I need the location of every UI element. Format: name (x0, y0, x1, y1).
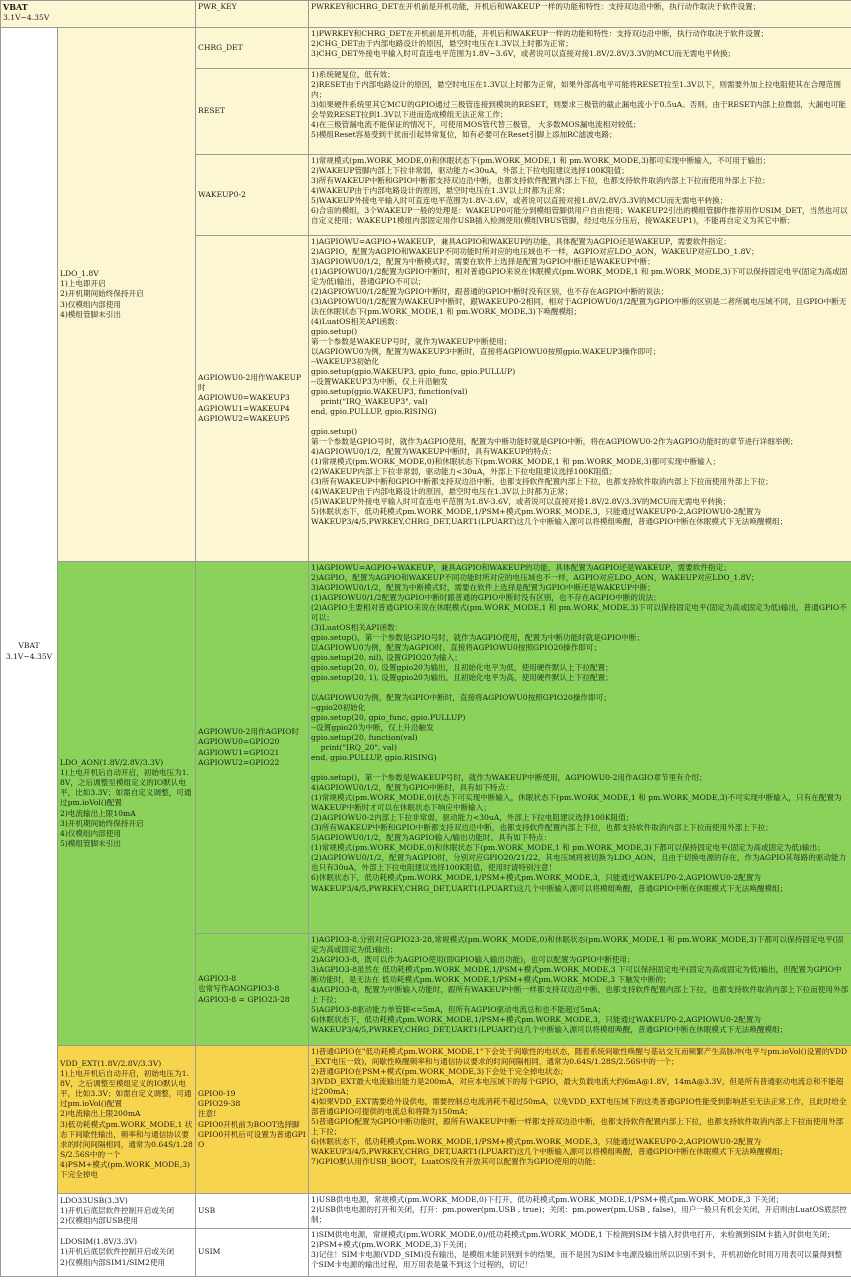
desc-line: 1)常规模式(pm.WORK_MODE,0)和休眠状态下(pm.WORK_MODE,1 和 pm.WORK_MODE,3)都可实现中断输入，不可用于输出； (311, 156, 771, 165)
vdd-ext-cell (58, 1046, 196, 1194)
desc-line: 2)普通GPIO在PSM+模式(pm.WORK_MODE,3)下会处于完全掉电状态； (311, 1067, 568, 1077)
desc-line: 2)AGPIO3-8，既可以作为AGPIO使用(即GPIO输入输出功能)，也可以配置为GPIO中断使用； (311, 955, 635, 965)
desc-line: (1)AGPIOWU0/1/2配置为GPIO中断时，相对普通GPIO来说在休眠模式(pm.WORK_MODE,1 和 pm.WORK_MODE,3)下可以保持固定电平(固定为高或固定为低)输出，普通GPIO不可以； (311, 267, 848, 287)
vdd-ext-note: 1)上电开机后自动开启，初始电压为1.8V，之后调整至模组定义的IO默认电平，比如3.3V；如需自定义调整，可通过pm.ioVol()配置 (60, 1069, 192, 1109)
desc-line: 5)AGPIO3-8驱动能力单管脚<=5mA，但所有AGPIO驱动电流总和也不能超过5mA； (311, 1005, 606, 1015)
code-line (311, 683, 849, 693)
desc-line: 以AGPIOWU0为例，配置为GPIO中断时，直接将AGPIOWU0按照GPIO20操作即可； (311, 693, 611, 703)
desc-line: 2)RESET由于内部电路设计的原因，悬空时电压在1.3V以上时都为正常，如果外部高电平可能将RESET拉至1.3V以下，则需要外加上拉电阻使其在合理范围内； (311, 80, 841, 100)
ldo-aon-title: LDO_AON(1.8V/2.8V/3.3V) (60, 758, 164, 768)
desc-line: (1)常规模式(pm.WORK_MODE,0)和休眠状态下(pm.WORK_MODE,1 和 pm.WORK_MODE,3)下都可以保持固定电平(固定为高或固定为低)输出； (311, 843, 825, 853)
desc-line: 2)WAKEUP管脚内部上下拉非常弱，驱动能力<30uA，外部上下拉电阻建议选择100K阻值； (311, 166, 629, 176)
ldosim-title: LDOSIM(1.8V/3.3V) (60, 1237, 137, 1247)
agpiowu-wakeup-pin: AGPIOWU0-2用作WAKEUP时 AGPIOWU0=WAKEUP3 AGPIOWU1=WAKEUP4 AGPIOWU2=WAKEUP5 (198, 373, 302, 423)
code-line: gpio.setup(gpio.WAKEUP3, gpio_func, gpio.PULLUP) (311, 367, 516, 377)
usim-desc-cell (309, 1229, 851, 1277)
ldo33usb-cell (58, 1194, 196, 1229)
desc-line: WAKEUP3/4/5,PWRKEY,CHRG_DET,UART1(LPUART)这几个中断输入源可以将模组唤醒，普通GPIO中断在休眠模式下无法唤醒模组； (311, 1025, 788, 1035)
ldo18-title: LDO_1.8V (60, 269, 99, 279)
vdd-ext-title: VDD_EXT(1.8V/2.8V/3.3V) (60, 1059, 162, 1069)
vbat-root-range: 3.1V~4.35V (5, 651, 53, 661)
desc-line: (2)AGPIOWU0-2内部上下拉非常弱，驱动能力<30uA，外部上下拉电阻建议选择100K阻值； (311, 813, 634, 823)
desc-line: 6)休眠状态下，低功耗模式pm.WORK_MODE,1/PSM+模式pm.WORK_MODE,3，只能通过WAKEUP0-2,AGPIOWU0-2配置为 (311, 1137, 762, 1147)
reset-desc-cell (309, 69, 851, 155)
desc-line: 4)WAKEUP由于内部电路设计的原因，悬空时电压在1.3V以上时都为正常； (311, 186, 570, 196)
desc-line: 以AGPIOWU0为例，配置为WAKEUP3中断时，直接将AGPIOWU0按照gpio.WAKEUP3操作即可； (311, 347, 661, 357)
code-line: end, gpio.PULLUP, gpio.RISING) (311, 753, 437, 763)
chrgdet-desc-cell (309, 28, 851, 69)
desc-line: 2)PSM+模式(pm.WORK_MODE,3)下关闭； (311, 1240, 472, 1250)
pwrkey-desc: PWRKEY和CHRG_DET在开机前是开机功能，开机后和WAKEUP一样的功能和特性：支持双边沿中断，执行动作取决于软件设置； (311, 2, 761, 11)
desc-line: 3)AGPIO3-8虽然在 低功耗模式pm.WORK_MODE,1/PSM+模式pm.WORK_MODE,3 下可以保持固定电平(固定为高或固定为低)输出，但配置为GPIO中断功能时，是无法在 低功耗模式pm.WORK_MODE,1/PSM+模式pm.WORK_MODE,3 下触发中断的； (311, 965, 842, 985)
desc-line: (1)常规模式(pm.WORK_MODE,0)状态下可实现中断输入，休眠状态下(pm.WORK_MODE,1 和 pm.WORK_MODE,3)不可实现中断输入，只有在配置为WAKEUP中断时才可以在休眠状态下响应中断输入； (311, 793, 842, 813)
desc-line: 4)AGPIOWU0/1/2，配置为WAKEUP中断时，具有WAKEUP的特点： (311, 447, 557, 457)
ldo18-note: 3)仅模组内部使用 (60, 299, 121, 309)
desc-line: 第一个参数是GPIO号时，就作为AGPIO使用，配置为中断功能时就是GPIO中断，将在AGPIOWU0-2作为AGPIO功能时的章节进行详细举例； (311, 437, 798, 447)
desc-line: 1)系统硬复位，低有效； (311, 70, 395, 79)
usb-pin-cell (196, 1194, 309, 1229)
desc-line: 1)AGPIOWU=AGPIO+WAKEUP，兼具AGPIO和WAKEUP的功能，具体配置为AGPIO还是WAKEUP，需要软件指定； (311, 563, 731, 572)
desc-line: (3)LuatOS相关API函数： (311, 623, 403, 633)
desc-line: (4)WAKEUP由于内部电路设计的原因，悬空时电压在1.3V以上时都为正常； (311, 487, 573, 497)
desc-line: 以AGPIOWU0为例，配置为AGPIO时，直接将AGPIOWU0按照GPIO20操作即可； (311, 643, 602, 653)
agpiowu-agpio-pin: AGPIOWU0-2用作AGPIO时 AGPIOWU0=GPIO20 AGPIOWU1=GPIO21 AGPIOWU2=GPIO22 (198, 727, 299, 767)
desc-line: (4)LuatOS相关API函数： (311, 317, 403, 327)
pwrkey-pin-cell (196, 1, 309, 28)
desc-line: 2)AGPIO，配置为AGPIO和WAKEUP不同功能时所对应的电压域也不一样，AGPIO对应LDO_AON，WAKEUP对应LDO_1.8V； (311, 573, 759, 583)
desc-line: 2)USB供电电源的打开和关闭，打开：pm.power(pm.USB , true)；关闭：pm.power(pm.USB , false)，用户一般只有机会关闭，开启则由LuatOS底层控制； (311, 1205, 847, 1225)
desc-line: 7)GPIO默认用作USB_BOOT，LuatOS没有开放其可以配置作为GPIO使用的功能； (311, 1157, 600, 1167)
vdd-ext-note: 2)电流输出上限200mA (60, 1109, 141, 1119)
usim-pin-cell (196, 1229, 309, 1277)
pwrkey-desc-cell (309, 1, 851, 28)
gpio-desc-cell (309, 1046, 851, 1194)
agpiowu-agpio-desc-cell (309, 562, 851, 934)
vdd-ext-note: 3)低功耗模式pm.WORK_MODE,1 状态下间歇性输出，频率和与通信协议要求的时间间隔相同，通常为0.64S/1.28S/2.56S中的一个 (60, 1119, 193, 1159)
code-line: gpio.setup(20, 1), 设置gpio20为输出，且初始化电平为高，使用硬件默认上下拉配置； (311, 673, 613, 683)
gpio-pin-cell (196, 1046, 309, 1194)
desc-line: 1)AGPIOWU=AGPIO+WAKEUP，兼具AGPIO和WAKEUP的功能，具体配置为AGPIO还是WAKEUP，需要软件指定； (311, 237, 731, 246)
agpio38-desc-cell (309, 934, 851, 1046)
wakeup02-pin: WAKEUP0-2 (198, 189, 246, 199)
desc-line: 3)记住！SIM卡电源(VDD_SIM)没有输出，是模组未能识别到卡的结果，而不是因为SIM卡电源没输出所以识别不到卡，开机初始化时用万用表可以量得到整个SIM卡电源的输出过程，用万用表是量不到这个过程的，切记！ (311, 1250, 843, 1270)
ldo-aon-note: 3)开机期间始终保持开启 (60, 818, 144, 828)
vbat-top-label: VBAT (3, 2, 28, 12)
desc-line: 4)AGPIOWU0/1/2，配置为GPIO中断时，具有如下特点： (311, 783, 513, 793)
vbat-root-label: VBAT (18, 641, 40, 651)
ldo18-note: 2)开机期间始终保持开启 (60, 289, 144, 299)
desc-line: gpio.setup()，第一个参数是WAKEUP号时，就作为WAKEUP中断使用，AGPIOWU0-2用作AGIO章节里有介绍； (311, 773, 707, 783)
code-line (311, 763, 849, 773)
usb-desc-cell (309, 1194, 851, 1229)
ldo-aon-note: 4)仅模组内部使用 (60, 828, 121, 838)
ldosim-note: 1)开机后底层软件控制开启或关闭 (60, 1247, 175, 1257)
vbat-top-cell (1, 1, 196, 28)
desc-line: 3)AGPIOWU0/1/2，配置为中断模式时，需要在软件上选择是配置为GPIO中断还是WAKEUP中断； (311, 583, 655, 593)
desc-line: 2)CHG_DET由于内部电路设计的原因，悬空时电压在1.3V以上时都为正常； (311, 39, 573, 49)
wakeup02-desc-cell (309, 155, 851, 236)
desc-line: 5)AGPIOWU0/1/2，配置为AGPIO输入/输出功能时，具有如下特点： (311, 833, 552, 843)
code-line: gpio.setup(20, nil), 设置GPIO20为输入； (311, 653, 462, 663)
agpio38-pin-cell (196, 934, 309, 1046)
desc-line: (2)AGPIO主要相对普通GPIO来说在休眠模式(pm.WORK_MODE,1 和 pm.WORK_MODE,3)下可以保持固定电平(固定为高或固定为低)输出，普通GPIO不可以； (311, 603, 847, 623)
code-line: gpio.setup(20, 0), 设置gpio20为输出，且初始化电平为低，使用硬件默认上下拉配置； (311, 663, 613, 673)
desc-line: 4)AGPIO3-8，配置为中断输入功能时，跟所有WAKEUP中断一样都支持双边沿中断，也都支持软件配置内部上下拉，也都支持软件取消内部上下拉而使用外部上下拉； (311, 985, 849, 1005)
ldo-aon-note: 5)模组管脚未引出 (60, 838, 121, 848)
desc-line: (1)AGPIOWU0/1/2配置为GPIO中断时跟普通的GPIO中断时没有区别，也不存在AGPIO中断的说法； (311, 593, 661, 603)
ldosim-cell (58, 1229, 196, 1277)
code-line: --WAKEUP3初始化 (311, 357, 379, 367)
wakeup02-pin-cell (196, 155, 309, 236)
ldosim-note: 2)仅模组内部SIM1/SIM2使用 (60, 1257, 166, 1267)
desc-line: 3)AGPIOWU0/1/2，配置为中断模式时，需要在软件上选择是配置为GPIO中断还是WAKEUP中断； (311, 257, 655, 267)
code-line: print("IRQ_WAKEUP3", val) (311, 397, 428, 407)
agpiowu-wakeup-pin-cell (196, 236, 309, 562)
desc-line: 5)普通GPIO配置为GPIO中断功能时，跟所有WAKEUP中断一样都支持双边沿中断，也都支持软件配置内部上下拉，也都支持软件取消内部上下拉而使用外部上下拉； (311, 1117, 844, 1137)
desc-line: 6)休眠状态下，低功耗模式pm.WORK_MODE,1/PSM+模式pm.WORK_MODE,3，只能通过WAKEUP0-2,AGPIOWU0-2配置为 (311, 873, 762, 883)
desc-line: (3)所有WAKEUP中断和GPIO中断都支持双边沿中断，也都支持软件配置内部上下拉，也都支持软件取消内部上下拉而使用外部上下拉； (311, 477, 773, 487)
ldo33usb-note: 1)开机后底层软件控制开启或关闭 (60, 1205, 175, 1215)
gpio-pin: GPIO0-19 GPIO29-38 注意! GPIO0开机前为BOOT选择脚 GPIO0开机后可设置为普通GPIO (198, 1089, 306, 1149)
desc-line: (1)常规模式(pm.WORK_MODE,0)和休眠状态下(pm.WORK_MODE,1 和 pm.WORK_MODE,3)都可实现中断输入； (311, 457, 721, 467)
ldo18-note: 4)模组管脚未引出 (60, 309, 121, 319)
desc-line: 4)在三极管漏电流不能保证的情况下，可使用MOS管代替三极管， 大多数MOS漏电流相对较低； (311, 120, 641, 130)
desc-line: WAKEUP3/4/5,PWRKEY,CHRG_DET,UART1(LPUART)这几个中断输入源可以将模组唤醒，普通GPIO中断在休眠模式下无法唤醒模组； (311, 883, 788, 893)
desc-line: (2)WAKEUP内部上下拉非常弱，驱动能力<30uA，外部上下拉电阻建议选择100K阻值； (311, 467, 617, 477)
ldo-aon-note: 1)上电开机后自动开启，初始电压为1.8V，之后调整至模组定义的IO默认电平，比如3.3V；如需自定义调整，可通过pm.ioVol()配置 (60, 768, 192, 808)
code-line: --gpio20初始化 (311, 703, 366, 713)
chrgdet-pin: CHRG_DET (198, 42, 243, 52)
vbat-root-cell (1, 28, 58, 1277)
usim-pin: USIM (198, 1247, 221, 1257)
desc-line: 1)USB供电电源，常规模式(pm.WORK_MODE,0)下打开，低功耗模式pm.WORK_MODE,1/PSM+模式pm.WORK_MODE,3 下关闭； (311, 1195, 784, 1204)
desc-line: 1)普通GPIO在"低功耗模式pm.WORK_MODE,1"下会处于间歇性的电状态，随着系统间歇性唤醒与基站交互而频繁产生高脉冲(电平与pm.ioVol()设置的VDD_EXT电压一致)，间歇性唤醒频率和与通信协议要求的时间间隔相同，通常为0.64S/1.28S/2.56S中的一个； (311, 1047, 848, 1067)
desc-line: 第一个参数是WAKEUP号时，就作为WAKEUP中断使用； (311, 337, 512, 347)
reset-pin: RESET (198, 106, 226, 116)
code-line: gpio.setup(20, gpio_func, gpio.PULLUP) (311, 713, 466, 723)
code-line: gpio.setup() (311, 327, 358, 337)
desc-line: (3)AGPIOWU0/1/2配置为WAKEUP中断时，跟WAKEUP0-2相同，相对于AGPIOWU0/1/2配置为GPIO中断的区别是二者所属电压域不同，且GPIO中断无法在休眠状态下(pm.WORK_MODE,1 和 pm.WORK_MODE,3)下唤醒模组； (311, 297, 847, 317)
code-line (311, 417, 849, 427)
desc-line: 3)CHG_DET外接电平输入时可直连电平范围为1.8V~3.6V，或者说可以直接对接1.8V/2.8V/3.3V的MCU而无需电平转换； (311, 49, 736, 59)
ldo33usb-title: LDO33USB(3.3V) (60, 1195, 128, 1205)
desc-line: 1)SIM供电电源，常规模式(pm.WORK_MODE,0)/低功耗模式pm.WORK_MODE,1 下检测到SIM卡插入时供电打开，未检测到SIM卡插入时供电关闭； (311, 1230, 835, 1239)
ldo33usb-note: 2)仅模组内部USB使用 (60, 1216, 139, 1225)
ldo-aon-note: 2)电流输出上限10mA (60, 808, 136, 818)
vdd-ext-note: 4)PSM+模式(pm.WORK_MODE,3)下完全掉电 (60, 1159, 190, 1179)
code-line: gpio.setup(gpio.WAKEUP3, function(val) (311, 387, 468, 397)
code-line: --设置WAKEUP3为中断，仅上升沿触发 (311, 377, 448, 387)
code-line: --设置gpio20为中断，仅上升沿触发 (311, 723, 434, 733)
desc-line: 1)AGPIO3-8,分别对应GPIO23-28,常规模式(pm.WORK_MODE,0)和休眠状态(pm.WORK_MODE,1 和 pm.WORK_MODE,3)下都可以保持固定电平(固定为高或固定为低)输出； (311, 935, 844, 955)
desc-line: WAKEUP3/4/5,PWRKEY,CHRG_DET,UART1(LPUART)这几个中断输入源可以将模组唤醒，普通GPIO中断在休眠模式下无法唤醒模组； (311, 517, 788, 527)
desc-line: 5)模组Reset容易受到干扰而引起异常复位，如有必要可在Reset引脚上添加RC滤波电路； (311, 130, 617, 140)
code-line: gpio.setup() (311, 427, 358, 437)
ldo-aon-cell (58, 562, 196, 1046)
desc-line: 6)合宙的模组，3个WAKEUP一般的处理是：WAKEUP0可能分到模组管脚供用户自由使用；WAKEUP2引出的模组管脚作推荐用作USIM_DET，当然也可以自定义使用；WAKEUP1模组内部固定用作USB插入检测使用(模组VBUS管脚，经过电压分压后，接WAKEUP1)，不能再自定义为其它中断； (311, 206, 848, 226)
desc-line: (2)AGPIOWU0/1/2，配置为AGPIO时，分别对应GPIO20/21/22，其电压域将被切换为LDO_AON，且由于切换电源的存在，作为AGPIO其每路的驱动能力也只有30uA，外部上下拉电阻建议选择100K阻值，使用时请特别注意！ (311, 853, 847, 873)
desc-line: gpio.setup()，第一个参数是GPIO号时，就作为AGPIO使用，配置为中断功能时就是GPIO中断； (311, 633, 645, 643)
desc-line: 3)VDD_EXT最大电流输出能力是200mA，对应本电压域下的每个GPIO，最大负载电流大约6mA@1.8V，14mA@3.3V，但是所有普通驱动电流总和不能超过200mA； (311, 1077, 844, 1097)
desc-line: 3)如果硬件系统里其它MCU的GPIO通过三极管连接到模块的RESET，则要求三极管的截止漏电流小于0.5uA。否则，由于RESET内部上拉微弱，大漏电可能会导致RESET拉到1.3V以下进而造成模组无法正常工作； (311, 100, 846, 120)
desc-line: (3)所有WAKEUP中断和GPIO中断都支持双边沿中断，也都支持软件配置内部上下拉，也都支持软件取消内部上下拉而使用外部上下拉； (311, 823, 773, 833)
pwrkey-pin: PWR_KEY (198, 2, 237, 11)
agpiowu-wakeup-desc-cell (309, 236, 851, 562)
desc-line: WAKEUP3/4/5,PWRKEY,CHRG_DET,UART1(LPUART)这几个中断输入源可以将模组唤醒，普通GPIO中断在休眠模式下无法唤醒模组； (311, 1147, 788, 1157)
desc-line: (5)WAKEUP外接电平输入时可直连电平范围为1.8V-3.6V，或者说可以直接对接1.8V/2.8V/3.3V的MCU而无需电平转换； (311, 497, 731, 507)
agpiowu-agpio-pin-cell (196, 562, 309, 934)
desc-line: 3)所有WAKEUP中断和GPIO中断都支持双边沿中断，也都支持软件配置内部上下拉，也都支持软件取消内部上下拉而使用外部上下拉； (311, 176, 770, 186)
ldo18-cell (58, 28, 196, 562)
reset-pin-cell (196, 69, 309, 155)
ldo18-note: 1)上电即开启 (60, 279, 106, 289)
vbat-top-range: 3.1V~4.35V (3, 12, 50, 22)
agpio38-pin: AGPIO3-8 也常写作AONGPIO3-8 AGPIO3-8 = GPIO23-28 (198, 974, 290, 1004)
code-line: end, gpio.PULLUP, gpio.RISING) (311, 407, 437, 417)
desc-line: 5)WAKEUP外接电平输入时可直连电平范围为1.8V-3.6V，或者说可以直接对接1.8V/2.8V/3.3V的MCU而无需电平转换； (311, 196, 728, 206)
desc-line: 1)PWRKEY和CHRG_DET在开机前是开机功能，开机后和WAKEUP一样的功能和特性：支持双边沿中断，执行动作取决于软件设置； (311, 29, 769, 38)
code-line: print("IRQ_20", val) (311, 743, 397, 753)
desc-line: 2)AGPIO，配置为AGPIO和WAKEUP不同功能时所对应的电压域也不一样，AGPIO对应LDO_AON，WAKEUP对应LDO_1.8V； (311, 247, 759, 257)
desc-line: 5)休眠状态下，低功耗模式pm.WORK_MODE,1/PSM+模式pm.WORK_MODE,3，只能通过WAKEUP0-2,AGPIOWU0-2配置为 (311, 507, 762, 517)
desc-line: 4)如果VDD_EXT需要给外设供电，需要控制总电流消耗不超过50mA，以免VDD_EXT电压域下的这类普通GPIO性能受到影响甚至无法正常工作，且此时给全部普通GPIO可提供的电流总和将降为150mA； (311, 1097, 847, 1117)
code-line: gpio.setup(20, function(val) (311, 733, 418, 743)
usb-pin: USB (198, 1205, 216, 1215)
desc-line: 6)休眠状态下，低功耗模式pm.WORK_MODE,1/PSM+模式pm.WORK_MODE,3，只能通过WAKEUP0-2,AGPIOWU0-2配置为 (311, 1015, 762, 1025)
chrgdet-pin-cell (196, 28, 309, 69)
desc-line: (2)AGPIOWU0/1/2配置为GPIO中断时，跟普通的GPIO中断时没有区别，也不存在AGPIO中断的说法； (311, 287, 669, 297)
